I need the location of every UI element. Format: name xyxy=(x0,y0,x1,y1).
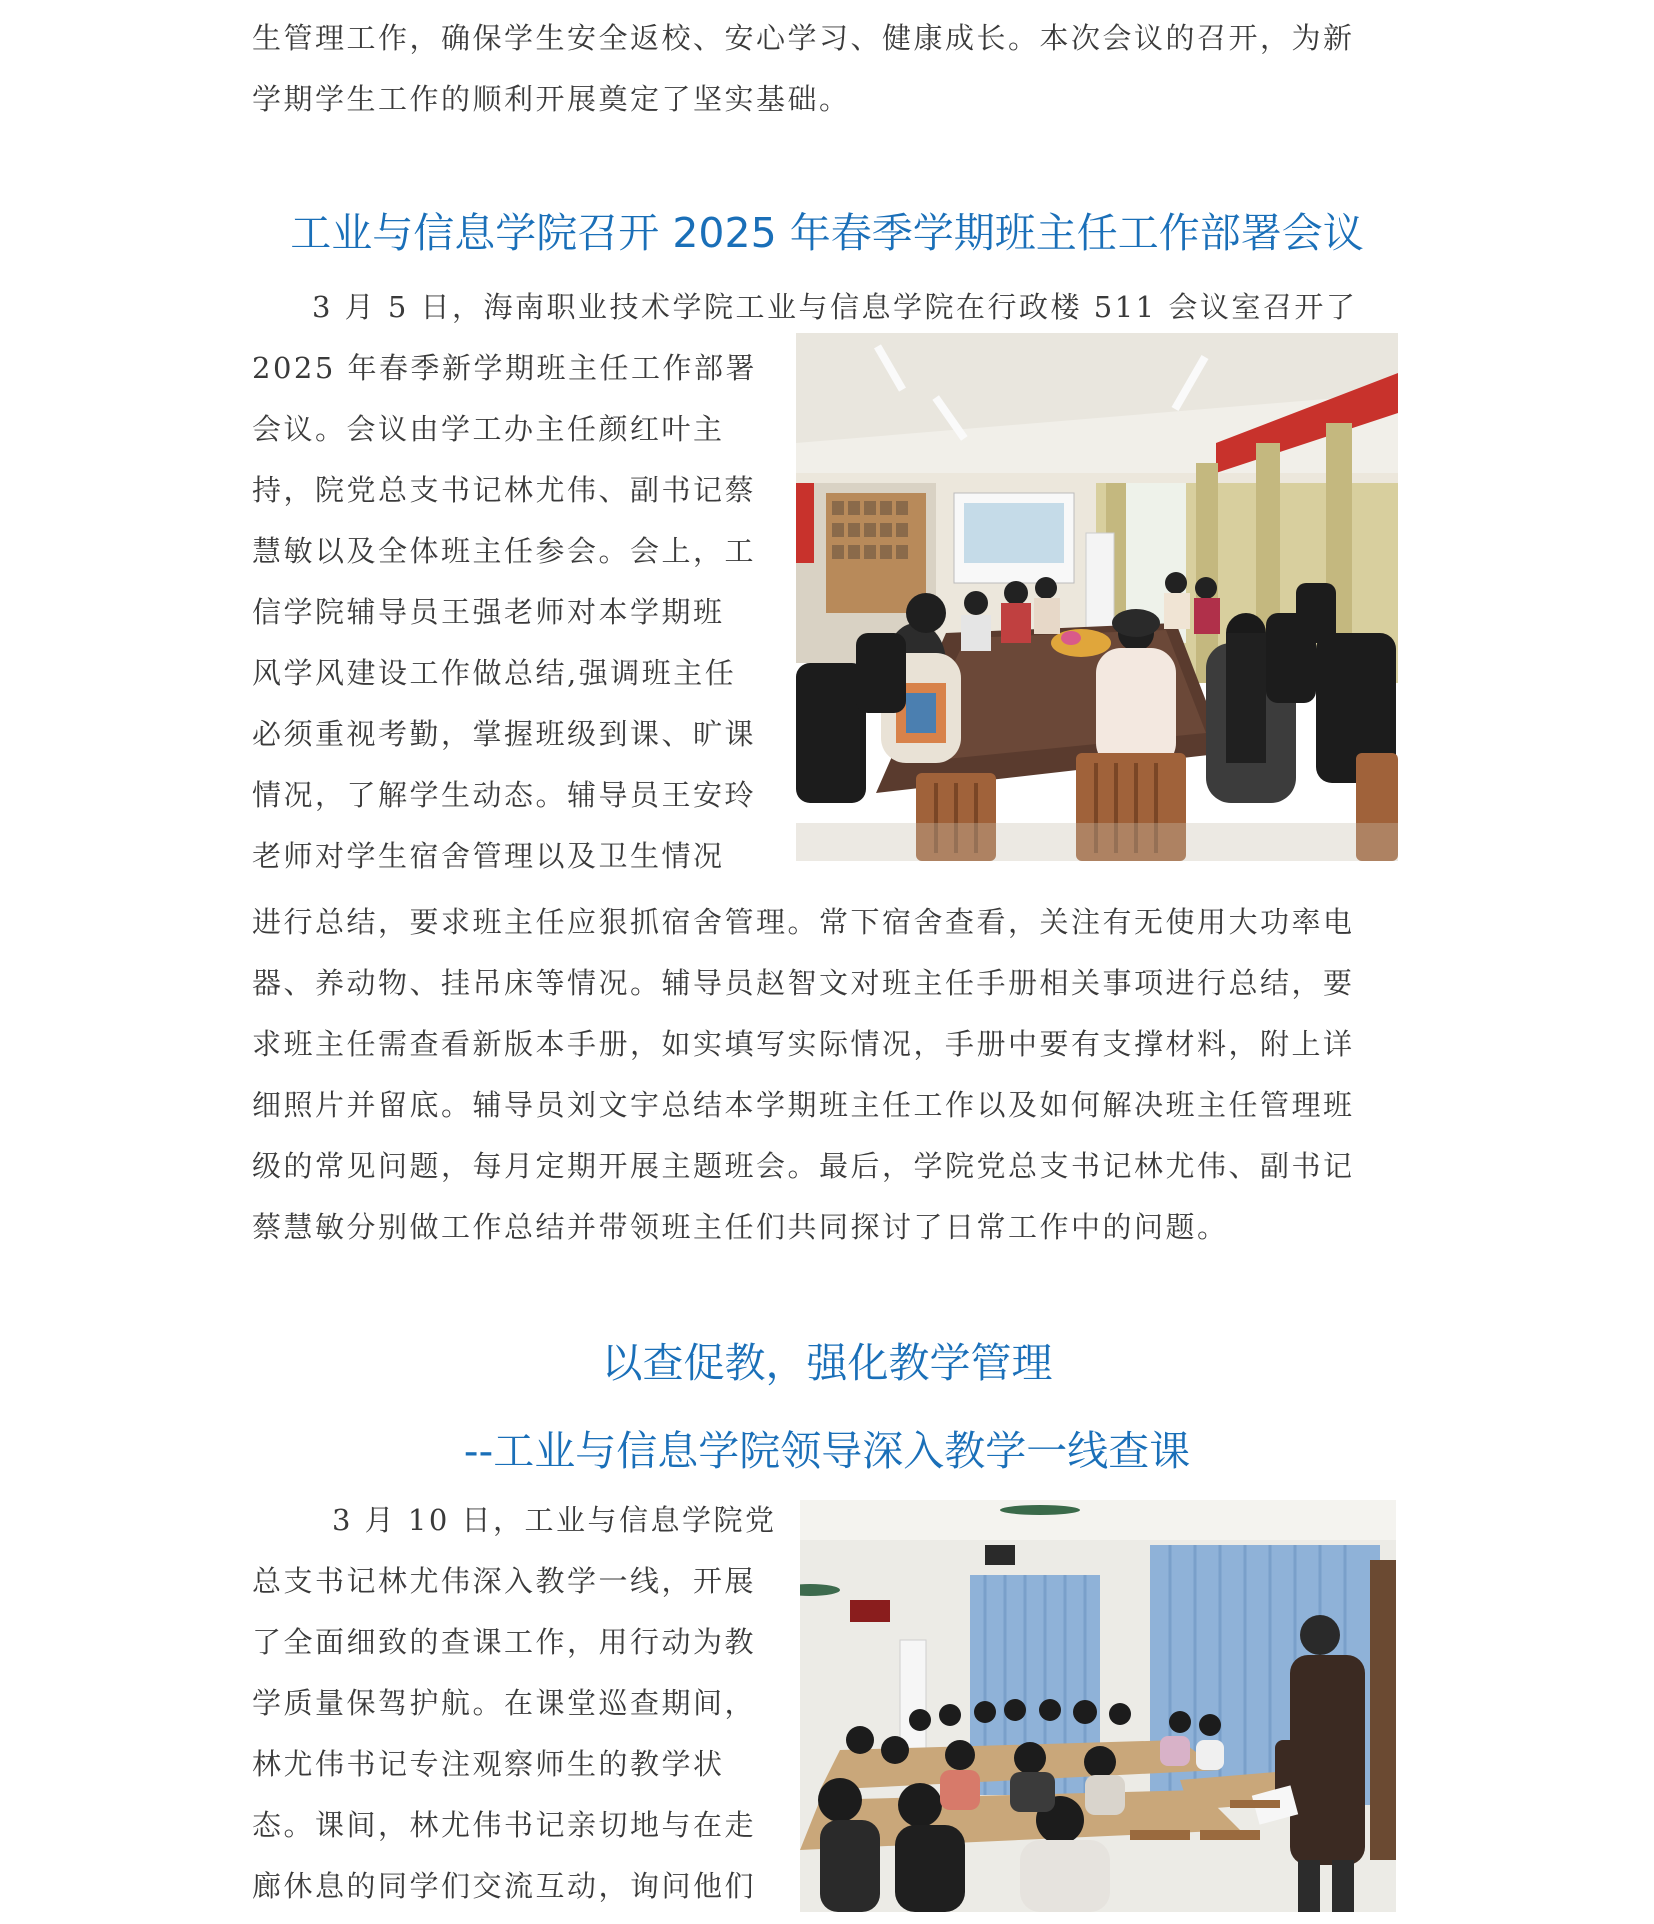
s2-side-line: 林尤伟书记专注观察师生的教学状 xyxy=(252,1747,725,1781)
section2-side-text xyxy=(252,1490,782,1917)
s1-side-line: 信学院辅导员王强老师对本学期班 xyxy=(252,595,725,629)
s1-full-line: 细照片并留底。辅导员刘文宇总结本学期班主任工作以及如何解决班主任管理班 xyxy=(252,1088,1355,1122)
classroom-photo xyxy=(800,1500,1396,1912)
s2-side-line: 态。课间，林尤伟书记亲切地与在走 xyxy=(252,1808,757,1842)
s1-full-line: 级的常见问题，每月定期开展主题班会。最后，学院党总支书记林尤伟、副书记 xyxy=(252,1149,1355,1183)
s1-side-line: 2025 年春季新学期班主任工作部署 xyxy=(252,351,758,385)
s1-full-line: 求班主任需查看新版本手册，如实填写实际情况，手册中要有支撑材料，附上详 xyxy=(252,1027,1355,1061)
s1-full-line: 器、养动物、挂吊床等情况。辅导员赵智文对班主任手册相关事项进行总结，要 xyxy=(252,966,1355,1000)
s2-side-line: 学质量保驾护航。在课堂巡查期间， xyxy=(252,1686,757,1720)
intro-line-2: 学期学生工作的顺利开展奠定了坚实基础。 xyxy=(252,82,851,116)
intro-paragraph xyxy=(252,8,1402,130)
intro-line-1: 生管理工作，确保学生安全返校、安心学习、健康成长。本次会议的召开，为新 xyxy=(252,21,1355,55)
section1-full-text xyxy=(252,892,1402,1258)
s1-side-line: 风学风建设工作做总结,强调班主任 xyxy=(252,656,737,690)
s1-side-line: 持，院党总支书记林尤伟、副书记蔡 xyxy=(252,473,757,507)
s2-side-line: 廊休息的同学们交流互动，询问他们 xyxy=(252,1869,757,1903)
s1-full-line: 进行总结，要求班主任应狠抓宿舍管理。常下宿舍查看，关注有无使用大功率电 xyxy=(252,905,1355,939)
meeting-photo xyxy=(796,333,1398,861)
s1-side-line: 会议。会议由学工办主任颜红叶主 xyxy=(252,412,725,446)
section2-subtitle: --工业与信息学院领导深入教学一线查课 xyxy=(463,1427,1191,1475)
s2-side-line: 了全面细致的查课工作，用行动为教 xyxy=(252,1625,757,1659)
section2-title: 以查促教，强化教学管理 xyxy=(601,1339,1053,1387)
s1-full-line: 蔡慧敏分别做工作总结并带领班主任们共同探讨了日常工作中的问题。 xyxy=(252,1210,1229,1244)
section1-side-text xyxy=(252,338,772,887)
s1-side-line: 慧敏以及全体班主任参会。会上，工 xyxy=(252,534,757,568)
s2-side-line: 3 月 10 日，工业与信息学院党 xyxy=(332,1503,777,1537)
section1-first-line: 3 月 5 日，海南职业技术学院工业与信息学院在行政楼 511 会议室召开了 xyxy=(312,290,1358,324)
section1-title: 工业与信息学院召开 2025 年春季学期班主任工作部署会议 xyxy=(290,209,1364,257)
s2-side-line: 总支书记林尤伟深入教学一线，开展 xyxy=(252,1564,757,1598)
s1-side-line: 情况，了解学生动态。辅导员王安玲 xyxy=(252,778,757,812)
s1-side-line: 老师对学生宿舍管理以及卫生情况 xyxy=(252,839,725,873)
s1-side-line: 必须重视考勤，掌握班级到课、旷课 xyxy=(252,717,757,751)
